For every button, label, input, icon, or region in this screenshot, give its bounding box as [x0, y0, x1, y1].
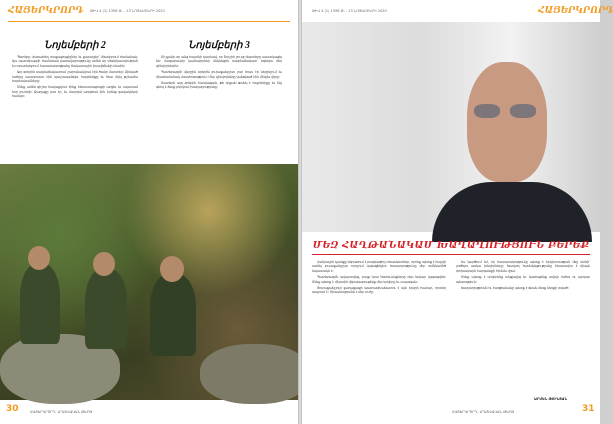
right-page-issue: ԹԻՎ 4 (1) 1396 Թ. - 13 ՆՈՅԵՄԲԵՐԻ 2020: [312, 9, 387, 13]
paragraph: Շատերն այդ օրերին հասկացան, թե որքան թանկ է հայրենիքը եւ ինչ գնով է ձեռք բերվում խաղաղությունը։: [156, 81, 282, 90]
paragraph: Յուրաքանչյուր քաղաքացի պատասխանատու է այն երկրի համար, որտեղ ապրում է։ Միասնությունն է մեր ուժը։: [312, 286, 446, 295]
right-page: [302, 0, 613, 424]
column-text-nov3: [156, 55, 282, 159]
paragraph: Այդ օրերին ռազմաճակատում շարունակվում էին ծանր մարտեր։ Զինված ուժերը պատրաստ էին պաշտպանելու հայրենիքը եւ հետ մղել թշնամու հարձակումները։: [12, 70, 138, 84]
paragraph: Խաղաղությունն ու հաղթանակը պետք է գնան ձեռք ձեռքի տված։: [461, 286, 569, 291]
rock-shape: [200, 344, 310, 404]
paragraph: Մի քանի օր անց հայտնի դարձավ, որ Շուշիի շուրջ մարտերը սաստկացել են։ Հազարավոր կամավորներ մեկնեցին ռազմաճակատ՝ օգնելու մեր զինվորներին։: [156, 55, 282, 68]
article-column-2: [456, 260, 590, 394]
headline-rule: [312, 254, 590, 255]
soldiers-photo: [0, 164, 298, 400]
right-page-logo: ՀԱՅԵՐԿՐՈՐԴ: [538, 6, 613, 16]
suit-shape: [432, 182, 592, 242]
glasses-lens-right: [510, 104, 536, 118]
glasses-lens-left: [474, 104, 500, 118]
article-headline: ՄԵԶ ՀԱՂԹԱՆԱԿԱՄ ԽԱՂԱՂՈՒԹՅՈՒՆ ԲԵՐԵՔ: [312, 240, 590, 251]
paragraph: Մենք պետք է սովորենք անցյալից եւ կառուցենք ավելի ուժեղ ու արդար պետություն։: [456, 275, 590, 284]
column-title-nov2: Նոյեմբերի 2: [44, 40, 106, 51]
article-author: ԱՐՄԵՆ ԹՈՒՆՅԱՆ: [534, 397, 568, 401]
soldier-figure: [85, 269, 127, 349]
paragraph: Ես կարծում եմ, որ հասարակությունը պետք է երկխոսության մեջ մտնի՝ լուծելու առկա խնդիրները։ Խաղաղ համակեցությունը հնարավոր է միայն փոխադարձ հարգանքի հիման վրա։: [456, 260, 590, 273]
paragraph: Պատերազմի վերջին օրերին յուրաքանչյուր լուր հույս էր ներշնչում եւ միաժամանակ մտահոգություն։ Մեր զինվորները կանգնած էին մինչեւ վերջ։: [156, 70, 282, 79]
column-text-nov2: [12, 55, 138, 159]
paragraph: Պետերը փառահեղ տաքացուցիչներ եւ քարայլեր՝ միավորում ժամանակ։ Այս պատերազմի ժամանակ կառավարությունը ամեն օր տեղեկատվություն էր տրամադրում հասարակությանը ճակատային իրավիճակի մասին։: [12, 55, 138, 68]
left-page-logo: ՀԱՅԵՐԿՐՈՐԴ: [8, 6, 84, 16]
column-title-nov3: Նոյեմբերի 3: [188, 40, 250, 51]
left-page: [0, 0, 298, 424]
soldier-figure: [150, 274, 196, 356]
face-shape: [467, 62, 547, 182]
right-footer: ՀԱՅԵՐԿՐՈՐԴ, ԼՐԱՏՎԱԿԱՆ ԹԵՐԹ: [452, 410, 515, 414]
soldier-head: [93, 252, 115, 276]
portrait-photo: [302, 22, 600, 232]
page-number-right: 31: [582, 404, 595, 414]
soldier-head: [160, 256, 184, 282]
soldier-figure: [20, 264, 60, 344]
paragraph: Մենք ամեն գիշեր հավաքվում էինք հեռուստացույցի առջեւ եւ սպասում նոր լուրերի։ Քաղաքը լուռ էր, եւ մարդիկ աղոթում էին իրենց զավակների համար։: [12, 85, 138, 99]
paragraph: Պատերազմն ավարտվեց, բայց նրա հետեւանքները դեռ երկար կզգացվեն։ Մենք պետք է միասին վերակառուցենք մեր երկիրը եւ ապագան։: [312, 275, 446, 284]
left-page-issue: ԹԻՎ 4 (1) 1396 Թ. - 13 ՆՈՅԵՄԲԵՐԻ 2020: [90, 9, 165, 13]
page-number-left: 30: [6, 404, 19, 414]
paragraph: Հանրային կյանքը ներառում է բազմաթիվ տեսակետներ, որոնք պետք է հաշվի առնել յուրաքանչյուր որոշում կայացնելիս։ Խաղաղությունը մեր ամենամեծ նպատակն է։: [312, 260, 446, 273]
left-header-rule: [8, 21, 290, 22]
left-footer: ՀԱՅԵՐԿՐՈՐԴ, ԼՐԱՏՎԱԿԱՆ ԹԵՐԹ: [30, 410, 93, 414]
article-column-1: [312, 260, 446, 394]
soldier-head: [28, 246, 50, 270]
